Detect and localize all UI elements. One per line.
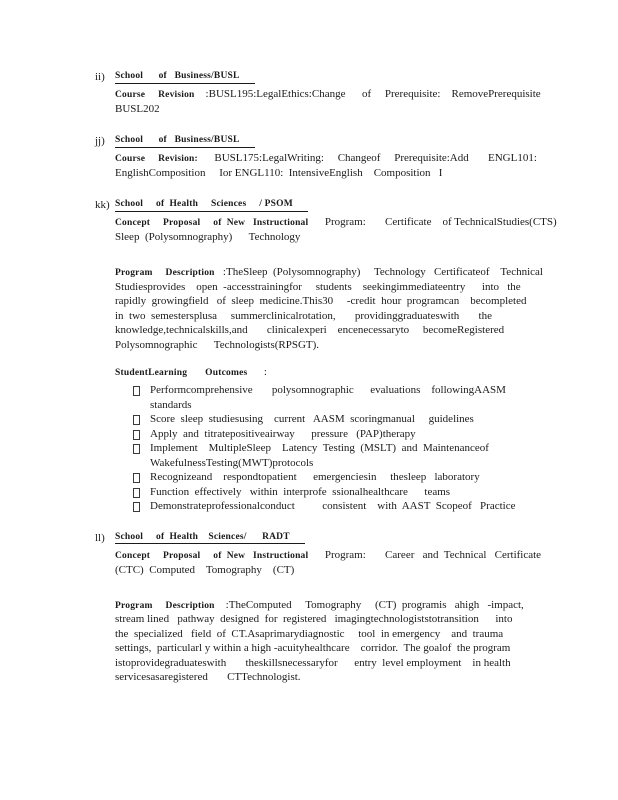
outcome-text bbox=[150, 383, 608, 412]
item-content bbox=[115, 530, 608, 685]
items-container bbox=[95, 69, 608, 685]
bullet-square-icon bbox=[133, 488, 140, 498]
outcome-item bbox=[115, 383, 608, 412]
text-line: the specialized field of CT.Asaprimarydiagnostic tool in emergency and trauma bbox=[115, 627, 504, 640]
text-line: Implement MultipleSleep Latency Testing (MSLT) and Maintenanceof bbox=[150, 442, 489, 454]
text-line: Polysomnographic Technologists(RPSGT). bbox=[115, 338, 320, 351]
text-line: StudentLearning Outcomes : bbox=[115, 366, 267, 378]
item-marker: ll) bbox=[95, 531, 105, 544]
block-head-lines bbox=[115, 87, 608, 117]
outcome-text bbox=[150, 470, 608, 485]
text-line: Sleep (Polysomnography) Technology bbox=[115, 231, 301, 243]
outcome-item bbox=[115, 441, 608, 470]
bold-label: Concept Proposal of New Instructional bbox=[115, 550, 309, 561]
heading-row bbox=[115, 69, 608, 86]
agenda-item-kk bbox=[95, 197, 608, 514]
agenda-item-jj bbox=[95, 133, 608, 181]
text-line: BUSL202 bbox=[115, 103, 160, 115]
heading-row bbox=[115, 530, 608, 547]
section-heading: School of Business/BUSL bbox=[115, 135, 255, 148]
bullet-square-icon bbox=[133, 430, 140, 440]
text-line: Score sleep studiesusing current AASM scoringmanual guidelines bbox=[150, 413, 474, 425]
outcome-text bbox=[150, 427, 608, 442]
bold-label: Concept Proposal of New Instructional bbox=[115, 218, 309, 228]
block-bullets bbox=[115, 383, 608, 514]
outcome-item bbox=[115, 427, 608, 442]
bold-label: Course Revision bbox=[115, 90, 195, 100]
agenda-item-ii bbox=[95, 69, 608, 117]
text-line: Recognizeand respondtopatient emergenciesin thesleep laboratory bbox=[150, 471, 480, 483]
bullet-square-icon bbox=[133, 502, 140, 512]
bullet-square-icon bbox=[133, 415, 140, 425]
item-marker: ii) bbox=[95, 71, 105, 83]
section-heading: School of Health Sciences/ RADT bbox=[115, 532, 305, 545]
bullet-square-icon bbox=[133, 386, 140, 396]
text-line: Program Description :TheComputed Tomography (CT) programis ahigh -impact, bbox=[115, 598, 524, 611]
text-line: rapidly growingfield of sleep medicine.This30 -credit hour programcan becompleted bbox=[115, 295, 527, 307]
heading-row bbox=[115, 197, 608, 214]
block-slo bbox=[115, 365, 608, 380]
block-para bbox=[115, 265, 608, 352]
text-line: Concept Proposal of New Instructional Program: Career and Technical Certificate bbox=[115, 548, 542, 561]
text-line: Course Revision :BUSL195:LegalEthics:Change of Prerequisite: RemovePrerequisite bbox=[115, 88, 541, 100]
bullet-square-icon bbox=[133, 473, 140, 483]
text-line: in two semestersplusa summerclinicalrotation, providinggraduateswith the bbox=[115, 309, 492, 322]
text-line: (CTC) Computed Tomography (CT) bbox=[115, 563, 295, 576]
heading-row bbox=[115, 133, 608, 150]
item-content bbox=[115, 133, 608, 181]
text-line: Studiesprovides open -accesstrainingfor students seekingimmediateentry into the bbox=[115, 280, 521, 293]
item-marker: kk) bbox=[95, 199, 110, 211]
bold-label: Program Description bbox=[115, 600, 215, 611]
text-line: stream lined pathway designed for registered imagingtechnologiststotransition into bbox=[115, 613, 513, 625]
bold-label: StudentLearning Outcomes bbox=[115, 368, 248, 378]
outcome-text bbox=[150, 485, 608, 500]
block-head-lines bbox=[115, 215, 608, 245]
bullet-square-icon bbox=[133, 444, 140, 454]
outcome-item bbox=[115, 470, 608, 485]
section-heading: School of Health Sciences / PSOM bbox=[115, 199, 308, 212]
agenda-item-ll bbox=[95, 530, 608, 685]
item-content bbox=[115, 69, 608, 117]
text-line: Course Revision: BUSL175:LegalWriting: Changeof Prerequisite:Add ENGL101: bbox=[115, 152, 537, 164]
outcome-text bbox=[150, 412, 608, 427]
text-line: standards bbox=[150, 398, 192, 411]
bold-label: Program Description bbox=[115, 268, 215, 278]
text-line: istoprovidegraduateswith theskillsnecessaryfor entry level employment in health bbox=[115, 656, 511, 669]
text-line: settings, particularl y within a high -acuityhealthcare corridor. The goalof the program bbox=[115, 642, 511, 654]
text-line: knowledge,technicalskills,and clinicalexperi encenecessaryto becomeRegistered bbox=[115, 324, 505, 336]
item-content bbox=[115, 197, 608, 514]
block-para bbox=[115, 598, 608, 685]
text-line: Function effectively within interprofe ssionalhealthcare teams bbox=[150, 485, 451, 498]
outcome-text bbox=[150, 499, 608, 514]
block-head-lines bbox=[115, 151, 608, 181]
outcome-item bbox=[115, 485, 608, 500]
text-line: Demonstrateprofessionalconduct consistent with AAST Scopeof Practice bbox=[150, 500, 516, 512]
outcome-item bbox=[115, 412, 608, 427]
item-marker: jj) bbox=[95, 135, 105, 147]
text-line: servicesasaregistered CTTechnologist. bbox=[115, 671, 301, 683]
text-line: Performcomprehensive polysomnographic evaluations followingAASM bbox=[150, 384, 506, 396]
text-line: Program Description :TheSleep (Polysomnography) Technology Certificateof Technical bbox=[115, 266, 543, 278]
outcome-item bbox=[115, 499, 608, 514]
text-line: WakefulnessTesting(MWT)protocols bbox=[150, 456, 314, 469]
block-head-lines bbox=[115, 548, 608, 578]
text-line: EnglishComposition Ior ENGL110: IntensiveEnglish Composition I bbox=[115, 167, 443, 179]
text-line: Apply and titratepositiveairway pressure (PAP)therapy bbox=[150, 427, 416, 440]
bold-label: Course Revision: bbox=[115, 154, 198, 164]
text-line: Concept Proposal of New Instructional Program: Certificate of TechnicalStudies(CTS) bbox=[115, 216, 557, 228]
section-heading: School of Business/BUSL bbox=[115, 71, 255, 84]
outcome-text bbox=[150, 441, 608, 470]
